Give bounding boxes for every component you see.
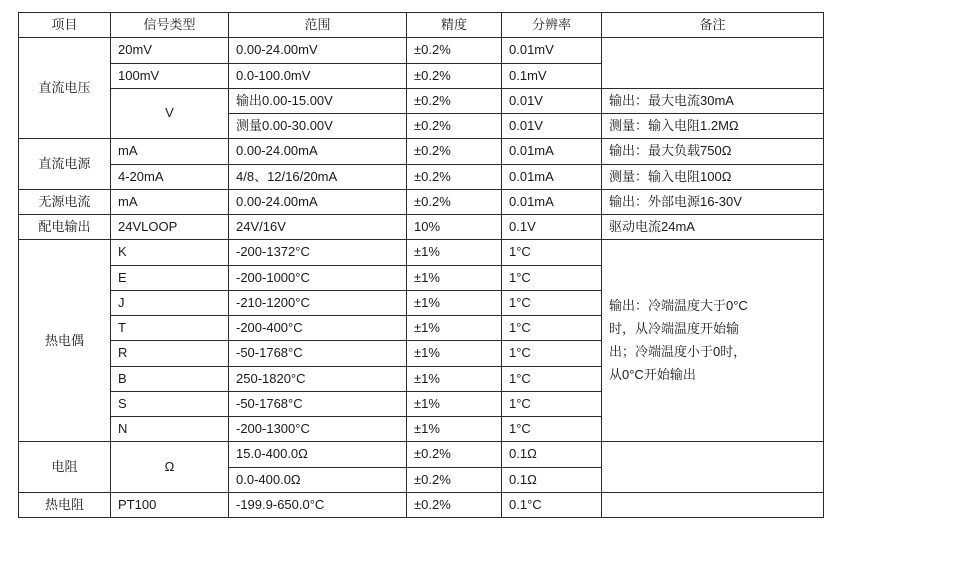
cell-signal: 4-20mA [111, 164, 229, 189]
cell-accuracy: ±0.2% [407, 88, 502, 113]
header-item: 项目 [19, 13, 111, 38]
group-label-dc-voltage: 直流电压 [19, 38, 111, 139]
group-label-loop-output: 配电输出 [19, 215, 111, 240]
cell-range: -210-1200°C [229, 290, 407, 315]
cell-range: 测量0.00-30.00V [229, 114, 407, 139]
cell-range: 250-1820°C [229, 366, 407, 391]
cell-accuracy: ±1% [407, 391, 502, 416]
header-signal-type: 信号类型 [111, 13, 229, 38]
cell-range: 0.0-100.0mV [229, 63, 407, 88]
cell-accuracy: ±1% [407, 265, 502, 290]
cell-accuracy: ±0.2% [407, 467, 502, 492]
cell-resolution: 0.01mA [502, 139, 602, 164]
cell-signal: N [111, 417, 229, 442]
cell-signal: K [111, 240, 229, 265]
cell-accuracy: ±1% [407, 316, 502, 341]
cell-resolution: 1°C [502, 366, 602, 391]
cell-remark: 驱动电流24mA [602, 215, 824, 240]
cell-accuracy: ±0.2% [407, 114, 502, 139]
cell-signal: J [111, 290, 229, 315]
cell-signal: 100mV [111, 63, 229, 88]
cell-range: 0.00-24.00mA [229, 139, 407, 164]
cell-accuracy: ±1% [407, 290, 502, 315]
table-row [19, 240, 824, 265]
cell-signal: PT100 [111, 492, 229, 517]
cell-signal: V [111, 88, 229, 139]
cell-remark: 测量：输入电阻100Ω [602, 164, 824, 189]
cell-range: -50-1768°C [229, 341, 407, 366]
header-resolution: 分辨率 [502, 13, 602, 38]
group-label-rtd: 热电阻 [19, 492, 111, 517]
cell-range: -199.9-650.0°C [229, 492, 407, 517]
cell-remark: 测量：输入电阻1.2MΩ [602, 114, 824, 139]
table-row [19, 164, 824, 189]
cell-resolution: 1°C [502, 265, 602, 290]
cell-range: 0.00-24.00mA [229, 189, 407, 214]
cell-range: -200-1300°C [229, 417, 407, 442]
cell-range: -200-1372°C [229, 240, 407, 265]
cell-resolution: 0.01mV [502, 38, 602, 63]
cell-resolution: 1°C [502, 290, 602, 315]
cell-signal: R [111, 341, 229, 366]
cell-remark: 输出：最大电流30mA [602, 88, 824, 113]
group-label-resistance: 电阻 [19, 442, 111, 493]
cell-accuracy: ±0.2% [407, 442, 502, 467]
cell-signal: 24VLOOP [111, 215, 229, 240]
group-label-thermocouple: 热电偶 [19, 240, 111, 442]
cell-signal: mA [111, 139, 229, 164]
cell-range: 24V/16V [229, 215, 407, 240]
cell-signal: T [111, 316, 229, 341]
cell-range: 15.0-400.0Ω [229, 442, 407, 467]
cell-accuracy: ±0.2% [407, 63, 502, 88]
table-body [19, 13, 824, 518]
cell-accuracy: ±0.2% [407, 189, 502, 214]
cell-resolution: 1°C [502, 341, 602, 366]
group-label-passive-current: 无源电流 [19, 189, 111, 214]
cell-remark [602, 38, 824, 89]
remark-line: 从0°C开始输出 [609, 366, 696, 382]
cell-resolution: 0.01V [502, 114, 602, 139]
cell-accuracy: ±0.2% [407, 139, 502, 164]
cell-resolution: 0.1V [502, 215, 602, 240]
cell-resolution: 1°C [502, 417, 602, 442]
header-remark: 备注 [602, 13, 824, 38]
cell-resolution: 0.01mA [502, 189, 602, 214]
cell-accuracy: ±1% [407, 366, 502, 391]
cell-range: 输出0.00-15.00V [229, 88, 407, 113]
cell-accuracy: 10% [407, 215, 502, 240]
table-row [19, 38, 824, 63]
cell-resolution: 0.01V [502, 88, 602, 113]
cell-signal: Ω [111, 442, 229, 493]
cell-accuracy: ±0.2% [407, 38, 502, 63]
table-row [19, 215, 824, 240]
cell-resolution: 1°C [502, 316, 602, 341]
specification-table [18, 12, 824, 518]
cell-signal: 20mV [111, 38, 229, 63]
cell-signal: E [111, 265, 229, 290]
cell-resolution: 0.1Ω [502, 442, 602, 467]
cell-accuracy: ±1% [407, 240, 502, 265]
cell-range: -200-400°C [229, 316, 407, 341]
cell-remark: 输出：外部电源16-30V [602, 189, 824, 214]
cell-range: 0.00-24.00mV [229, 38, 407, 63]
cell-remark [602, 492, 824, 517]
table-row [19, 492, 824, 517]
cell-resolution: 0.1mV [502, 63, 602, 88]
cell-range: -50-1768°C [229, 391, 407, 416]
cell-accuracy: ±1% [407, 341, 502, 366]
cell-range: -200-1000°C [229, 265, 407, 290]
table-header-row [19, 13, 824, 38]
table-row [19, 139, 824, 164]
cell-accuracy: ±1% [407, 417, 502, 442]
cell-resolution: 1°C [502, 240, 602, 265]
table-row [19, 442, 824, 467]
header-range: 范围 [229, 13, 407, 38]
cell-remark-thermocouple [602, 240, 824, 442]
cell-resolution: 0.1Ω [502, 467, 602, 492]
cell-resolution: 0.1°C [502, 492, 602, 517]
remark-line: 出；冷端温度小于0时， [609, 343, 747, 359]
remark-line: 输出：冷端温度大于0°C [609, 298, 748, 314]
cell-range: 0.0-400.0Ω [229, 467, 407, 492]
cell-remark [602, 442, 824, 493]
cell-range: 4/8、12/16/20mA [229, 164, 407, 189]
cell-resolution: 0.01mA [502, 164, 602, 189]
table-row [19, 189, 824, 214]
group-label-dc-current-source: 直流电源 [19, 139, 111, 190]
table-row [19, 88, 824, 113]
cell-signal: B [111, 366, 229, 391]
cell-resolution: 1°C [502, 391, 602, 416]
header-accuracy: 精度 [407, 13, 502, 38]
cell-remark: 输出：最大负载750Ω [602, 139, 824, 164]
cell-accuracy: ±0.2% [407, 164, 502, 189]
remark-line: 时，从冷端温度开始输 [609, 321, 740, 336]
cell-signal: S [111, 391, 229, 416]
cell-signal: mA [111, 189, 229, 214]
cell-accuracy: ±0.2% [407, 492, 502, 517]
